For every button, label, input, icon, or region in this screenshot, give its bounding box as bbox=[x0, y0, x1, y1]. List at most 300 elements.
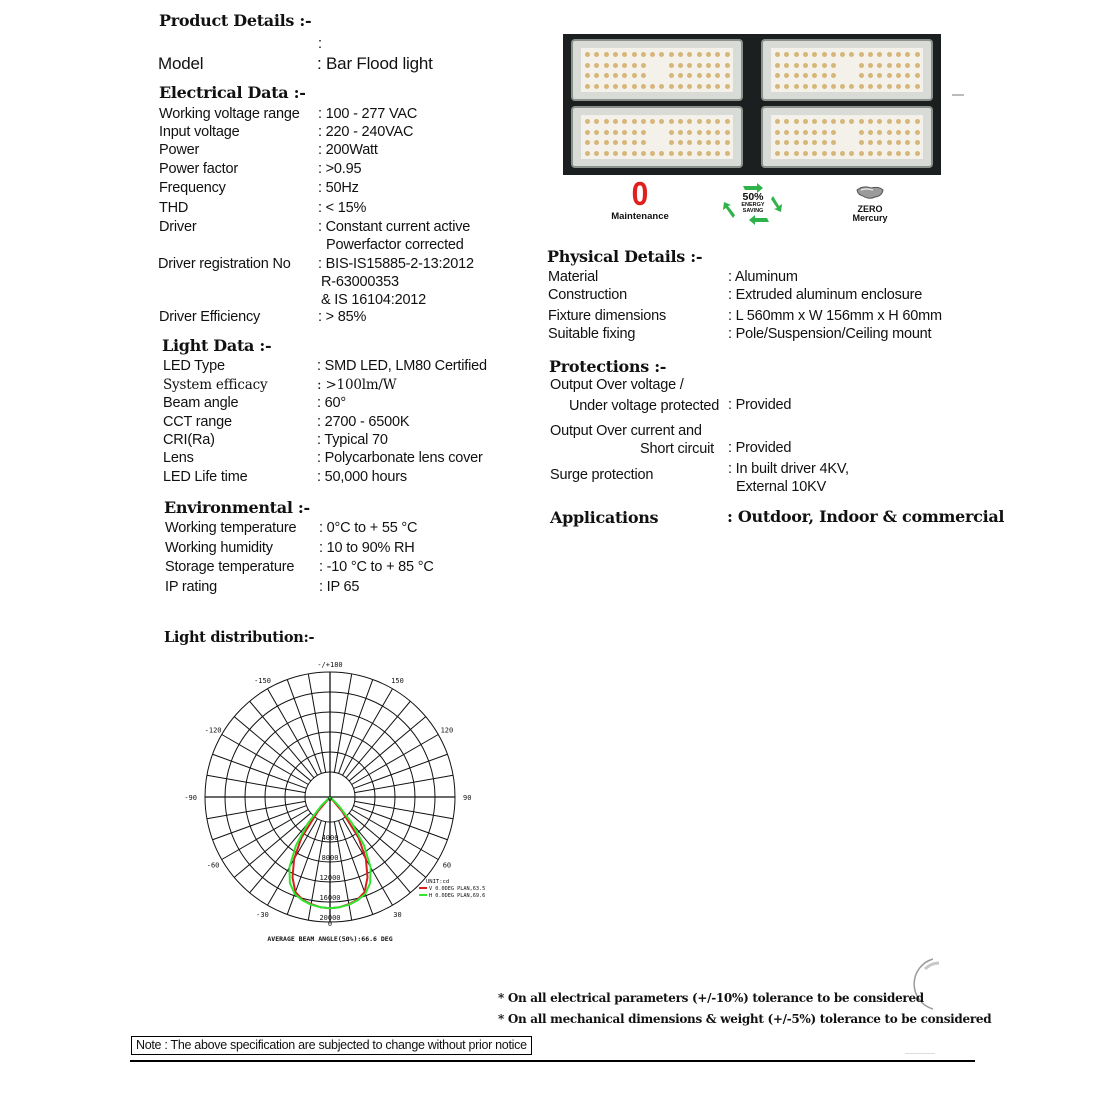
led-chip bbox=[915, 151, 920, 156]
led-chip bbox=[594, 63, 599, 68]
led-chip bbox=[604, 84, 609, 89]
led-chip bbox=[594, 119, 599, 124]
led-chip bbox=[784, 63, 789, 68]
led-chip bbox=[678, 52, 683, 57]
led-chip bbox=[585, 84, 590, 89]
footnote-mechanical: * On all mechanical dimensions & weight (+/-5%) tolerance to be considered bbox=[498, 1012, 992, 1026]
led-chip bbox=[775, 130, 780, 135]
spec-label: Input voltage bbox=[159, 124, 240, 140]
spec-value: : > 85% bbox=[318, 309, 367, 325]
spec-label: Driver bbox=[159, 219, 197, 235]
led-chip bbox=[859, 119, 864, 124]
led-chip bbox=[632, 140, 637, 145]
led-chip bbox=[715, 52, 720, 57]
led-chip bbox=[632, 130, 637, 135]
led-chip bbox=[803, 84, 808, 89]
led-chip bbox=[604, 52, 609, 57]
spec-value: : IP 65 bbox=[319, 579, 360, 595]
angle-tick-label: -90 bbox=[184, 794, 197, 802]
led-chip bbox=[859, 63, 864, 68]
led-chip bbox=[831, 63, 836, 68]
product-details-heading: Product Details :- bbox=[159, 11, 312, 30]
led-chip bbox=[725, 63, 730, 68]
spec-label: Beam angle bbox=[163, 395, 239, 411]
spec-value: : 2700 - 6500K bbox=[317, 414, 410, 430]
spec-row bbox=[159, 124, 579, 142]
led-chip bbox=[803, 52, 808, 57]
spec-label: Working voltage range bbox=[159, 106, 300, 122]
polar-spoke bbox=[334, 674, 351, 772]
led-chip bbox=[794, 63, 799, 68]
led-chip bbox=[887, 140, 892, 145]
led-chip bbox=[641, 130, 646, 135]
spec-row bbox=[163, 414, 583, 432]
led-chip bbox=[632, 52, 637, 57]
led-chip bbox=[641, 63, 646, 68]
led-chip bbox=[887, 52, 892, 57]
led-chip bbox=[812, 130, 817, 135]
mercury-line1: ZERO bbox=[857, 204, 883, 214]
spec-label: LED Type bbox=[163, 358, 225, 374]
led-chip bbox=[697, 52, 702, 57]
spec-value: : BIS-IS15885-2-13:2012 bbox=[318, 256, 474, 272]
led-chip bbox=[678, 63, 683, 68]
led-chip bbox=[622, 130, 627, 135]
led-chip bbox=[868, 84, 873, 89]
angle-tick-label: -30 bbox=[256, 910, 269, 919]
spec-label: Suitable fixing bbox=[548, 326, 636, 342]
spec-label: Lens bbox=[163, 450, 194, 466]
led-chip bbox=[905, 52, 910, 57]
spec-value: : Constant current active bbox=[318, 219, 471, 235]
led-chip bbox=[877, 52, 882, 57]
led-chip bbox=[896, 84, 901, 89]
spec-row bbox=[163, 395, 583, 413]
spec-label: Working temperature bbox=[165, 520, 297, 536]
led-chip bbox=[622, 73, 627, 78]
led-chip bbox=[812, 73, 817, 78]
spec-label: THD bbox=[159, 200, 189, 216]
spec-value: : 50Hz bbox=[318, 180, 359, 196]
led-chip bbox=[632, 63, 637, 68]
spec-value: : 220 - 240VAC bbox=[318, 124, 414, 140]
spec-label: LED Life time bbox=[163, 469, 248, 485]
angle-tick-label: 150 bbox=[391, 677, 404, 686]
led-chip bbox=[585, 151, 590, 156]
led-chip bbox=[585, 52, 590, 57]
product-photo bbox=[563, 34, 941, 175]
led-chip bbox=[877, 73, 882, 78]
led-chip bbox=[650, 119, 655, 124]
angle-tick-label: -120 bbox=[204, 726, 222, 735]
spec-label: Frequency bbox=[159, 180, 226, 196]
led-chip bbox=[877, 140, 882, 145]
led-chip bbox=[887, 84, 892, 89]
led-chip bbox=[868, 63, 873, 68]
led-chip bbox=[604, 119, 609, 124]
led-chip bbox=[697, 130, 702, 135]
led-chip bbox=[725, 73, 730, 78]
led-chip bbox=[669, 151, 674, 156]
led-chip bbox=[812, 119, 817, 124]
led-chip bbox=[613, 63, 618, 68]
led-chip bbox=[831, 119, 836, 124]
spec-row bbox=[548, 308, 968, 326]
radial-tick-label: 12000 bbox=[319, 874, 341, 882]
angle-tick-label: 120 bbox=[440, 726, 454, 735]
led-chip bbox=[877, 130, 882, 135]
spec-value: : 200Watt bbox=[318, 142, 378, 158]
model-label: Model bbox=[158, 54, 204, 73]
led-chip bbox=[849, 84, 854, 89]
angle-tick-label: 30 bbox=[393, 910, 402, 919]
stamp-fragment bbox=[905, 955, 965, 1015]
led-chip bbox=[594, 130, 599, 135]
led-chip bbox=[641, 84, 646, 89]
led-chip bbox=[905, 140, 910, 145]
led-chip bbox=[812, 140, 817, 145]
led-chip bbox=[887, 119, 892, 124]
polar-spoke bbox=[207, 801, 305, 818]
beam-angle-footer: AVERAGE BEAM ANGLE(50%):66.6 DEG bbox=[267, 935, 393, 943]
radial-tick-label: 16000 bbox=[319, 894, 341, 902]
led-chip bbox=[725, 52, 730, 57]
spec-row bbox=[163, 377, 583, 395]
polar-spoke bbox=[355, 775, 453, 792]
led-chip bbox=[604, 63, 609, 68]
led-chip bbox=[706, 63, 711, 68]
led-chip bbox=[678, 130, 683, 135]
led-chip bbox=[706, 130, 711, 135]
center-label: 0 bbox=[327, 795, 333, 803]
led-chip bbox=[859, 140, 864, 145]
led-chip bbox=[905, 151, 910, 156]
legend-unit: UNIT:cd bbox=[426, 879, 450, 885]
applications-label: Applications bbox=[550, 508, 659, 527]
led-chip bbox=[859, 84, 864, 89]
led-chip bbox=[632, 73, 637, 78]
spec-value: : Polycarbonate lens cover bbox=[317, 450, 483, 466]
led-panel bbox=[761, 106, 933, 168]
spec-row bbox=[163, 469, 583, 487]
spec-value-line2: External 10KV bbox=[736, 479, 827, 495]
led-panel bbox=[571, 106, 743, 168]
led-chip bbox=[641, 151, 646, 156]
led-chip bbox=[632, 84, 637, 89]
led-chip bbox=[822, 73, 827, 78]
polar-spoke bbox=[213, 754, 307, 788]
maintenance-label: Maintenance bbox=[611, 211, 669, 222]
led-chip bbox=[905, 130, 910, 135]
led-chip bbox=[622, 140, 627, 145]
led-panel bbox=[761, 39, 933, 101]
spec-row bbox=[550, 423, 970, 463]
led-chip bbox=[868, 140, 873, 145]
led-chip bbox=[812, 52, 817, 57]
led-chip bbox=[697, 84, 702, 89]
led-chip bbox=[868, 73, 873, 78]
led-chip bbox=[613, 119, 618, 124]
led-chip bbox=[604, 73, 609, 78]
led-chip bbox=[687, 151, 692, 156]
legend-entry: V 0.0DEG PLAN,63.5 bbox=[429, 886, 486, 892]
led-chip bbox=[849, 52, 854, 57]
spec-row bbox=[548, 287, 968, 305]
led-chip bbox=[604, 151, 609, 156]
led-chip bbox=[687, 84, 692, 89]
led-chip bbox=[822, 63, 827, 68]
led-chip bbox=[715, 84, 720, 89]
light-data-heading: Light Data :- bbox=[162, 336, 272, 355]
led-chip bbox=[868, 130, 873, 135]
spec-row bbox=[163, 432, 583, 450]
led-chip bbox=[831, 130, 836, 135]
note-box: Note : The above specification are subjected to change without prior notice bbox=[131, 1036, 532, 1055]
led-chip bbox=[831, 140, 836, 145]
led-chip bbox=[594, 52, 599, 57]
led-chip bbox=[905, 63, 910, 68]
led-chip bbox=[868, 151, 873, 156]
led-chip bbox=[775, 140, 780, 145]
led-chip bbox=[650, 151, 655, 156]
led-chip bbox=[849, 151, 854, 156]
spec-row bbox=[159, 180, 579, 198]
spec-label: Working humidity bbox=[165, 540, 273, 556]
led-chip bbox=[641, 119, 646, 124]
led-chip bbox=[915, 84, 920, 89]
led-chip bbox=[725, 140, 730, 145]
led-chip bbox=[831, 151, 836, 156]
angle-tick-label: -150 bbox=[254, 677, 271, 686]
led-chip bbox=[859, 52, 864, 57]
mercury-line2: Mercury bbox=[852, 213, 888, 223]
led-chip bbox=[669, 52, 674, 57]
spec-value: : 10 to 90% RH bbox=[319, 540, 415, 556]
angle-tick-label: 0 bbox=[327, 920, 333, 928]
bottom-rule bbox=[130, 1060, 975, 1062]
led-chip bbox=[784, 140, 789, 145]
spec-value-line3: & IS 16104:2012 bbox=[321, 292, 427, 308]
spec-row bbox=[165, 520, 585, 538]
led-chip bbox=[803, 140, 808, 145]
led-chip bbox=[822, 140, 827, 145]
led-chip bbox=[812, 151, 817, 156]
led-chip bbox=[822, 52, 827, 57]
spec-row bbox=[163, 450, 583, 468]
led-chip bbox=[678, 73, 683, 78]
spec-row bbox=[159, 200, 579, 218]
led-chip bbox=[715, 140, 720, 145]
spec-label: Construction bbox=[548, 287, 627, 303]
led-chip bbox=[831, 52, 836, 57]
led-chip bbox=[887, 63, 892, 68]
led-chip bbox=[915, 140, 920, 145]
led-chip bbox=[803, 63, 808, 68]
led-chip bbox=[775, 84, 780, 89]
led-chip bbox=[678, 151, 683, 156]
spec-value: : Aluminum bbox=[728, 269, 798, 285]
led-chip bbox=[594, 140, 599, 145]
led-chip bbox=[794, 73, 799, 78]
led-chip bbox=[594, 73, 599, 78]
spec-value: : Pole/Suspension/Ceiling mount bbox=[728, 326, 932, 342]
led-chip bbox=[697, 151, 702, 156]
led-chip bbox=[669, 119, 674, 124]
led-chip bbox=[784, 73, 789, 78]
energy-line1: ENERGY bbox=[741, 202, 765, 208]
spec-value: : SMD LED, LM80 Certified bbox=[317, 358, 487, 374]
led-chip bbox=[678, 140, 683, 145]
spec-row bbox=[550, 461, 970, 501]
led-chip bbox=[641, 52, 646, 57]
angle-tick-label: -/+180 bbox=[317, 661, 343, 669]
led-chip bbox=[877, 84, 882, 89]
led-chip bbox=[650, 84, 655, 89]
spec-label: Driver registration No bbox=[158, 256, 291, 272]
led-chip bbox=[877, 151, 882, 156]
led-chip bbox=[822, 151, 827, 156]
spec-label: Power factor bbox=[159, 161, 238, 177]
polar-spoke bbox=[308, 674, 325, 772]
polar-spoke bbox=[355, 801, 453, 818]
spec-value: : Typical 70 bbox=[317, 432, 388, 448]
led-chip bbox=[585, 63, 590, 68]
led-chip bbox=[725, 84, 730, 89]
led-chip bbox=[706, 140, 711, 145]
spec-value: : 100 - 277 VAC bbox=[318, 106, 418, 122]
led-chip bbox=[659, 119, 664, 124]
led-chip bbox=[687, 119, 692, 124]
applications-value: : Outdoor, Indoor & commercial bbox=[727, 507, 1005, 526]
spec-value: : 0°C to + 55 °C bbox=[319, 520, 418, 536]
polar-legend bbox=[267, 879, 485, 943]
led-chip bbox=[859, 151, 864, 156]
led-chip bbox=[794, 140, 799, 145]
angle-tick-label: -60 bbox=[206, 861, 220, 870]
spec-row bbox=[159, 161, 579, 179]
polar-spoke bbox=[287, 680, 321, 774]
led-chip bbox=[706, 84, 711, 89]
led-chip bbox=[896, 140, 901, 145]
led-chip bbox=[669, 63, 674, 68]
spec-label: Surge protection bbox=[550, 467, 654, 483]
led-chip bbox=[877, 119, 882, 124]
led-chip bbox=[641, 140, 646, 145]
led-chip bbox=[794, 119, 799, 124]
led-chip bbox=[715, 73, 720, 78]
led-chip bbox=[632, 151, 637, 156]
spec-value: : -10 °C to + 85 °C bbox=[319, 559, 434, 575]
led-chip bbox=[896, 130, 901, 135]
led-chip bbox=[715, 63, 720, 68]
led-chip bbox=[859, 130, 864, 135]
led-chip bbox=[822, 130, 827, 135]
led-chip bbox=[896, 52, 901, 57]
led-chip bbox=[585, 119, 590, 124]
led-chip bbox=[669, 73, 674, 78]
spec-label: Storage temperature bbox=[165, 559, 295, 575]
led-chip bbox=[604, 130, 609, 135]
spec-row bbox=[165, 559, 585, 577]
led-chip bbox=[775, 63, 780, 68]
led-chip bbox=[697, 63, 702, 68]
polar-spoke bbox=[213, 806, 307, 840]
led-chip bbox=[622, 151, 627, 156]
led-chip bbox=[849, 119, 854, 124]
led-chip bbox=[706, 119, 711, 124]
led-chip bbox=[659, 52, 664, 57]
led-chip bbox=[659, 151, 664, 156]
polar-spoke bbox=[353, 806, 447, 840]
model-value: : Bar Flood light bbox=[317, 54, 433, 73]
led-chip bbox=[905, 119, 910, 124]
spec-row bbox=[165, 540, 585, 558]
spec-value: : Extruded aluminum enclosure bbox=[728, 287, 923, 303]
led-chip bbox=[697, 140, 702, 145]
led-chip bbox=[803, 73, 808, 78]
led-chip bbox=[594, 151, 599, 156]
led-chip bbox=[859, 73, 864, 78]
led-chip bbox=[725, 130, 730, 135]
led-chip bbox=[706, 52, 711, 57]
spec-label: Fixture dimensions bbox=[548, 308, 667, 324]
spec-row bbox=[548, 269, 968, 287]
led-chip bbox=[613, 52, 618, 57]
led-chip bbox=[669, 140, 674, 145]
spec-label: Output Over voltage / bbox=[550, 377, 684, 393]
angle-tick-label: 90 bbox=[463, 794, 472, 802]
energy-pct: 50% bbox=[742, 191, 764, 203]
led-chip bbox=[784, 52, 789, 57]
spec-label: CRI(Ra) bbox=[163, 432, 215, 448]
polar-spoke bbox=[207, 775, 305, 792]
led-chip bbox=[803, 151, 808, 156]
led-chip bbox=[794, 130, 799, 135]
led-chip bbox=[794, 52, 799, 57]
led-chip bbox=[613, 151, 618, 156]
led-chip bbox=[678, 119, 683, 124]
led-chip bbox=[784, 119, 789, 124]
maintenance-zero: 0 bbox=[631, 176, 649, 213]
led-chip bbox=[915, 130, 920, 135]
led-chip bbox=[812, 84, 817, 89]
led-chip bbox=[803, 119, 808, 124]
spec-label: Output Over current and bbox=[550, 423, 702, 439]
led-chip bbox=[687, 130, 692, 135]
led-chip bbox=[725, 119, 730, 124]
legend-entry: H 0.0DEG PLAN,69.6 bbox=[429, 893, 486, 899]
zero-mercury-badge bbox=[845, 184, 895, 226]
spec-label-line2: Under voltage protected bbox=[569, 398, 720, 414]
blank-colon: : bbox=[318, 36, 322, 52]
led-chip bbox=[613, 140, 618, 145]
spec-value: : Provided bbox=[728, 440, 792, 456]
led-chip bbox=[622, 63, 627, 68]
led-chip bbox=[887, 73, 892, 78]
radial-tick-label: 20000 bbox=[319, 914, 341, 922]
zero-maintenance-badge bbox=[600, 176, 680, 230]
led-chip bbox=[650, 52, 655, 57]
spec-row bbox=[550, 377, 970, 417]
spec-label: IP rating bbox=[165, 579, 217, 595]
led-chip bbox=[715, 130, 720, 135]
spec-label-line2: Short circuit bbox=[640, 441, 714, 457]
led-chip bbox=[868, 52, 873, 57]
led-chip bbox=[784, 84, 789, 89]
spec-label: Power bbox=[159, 142, 200, 158]
spec-value: : < 15% bbox=[318, 200, 367, 216]
spec-value: : In built driver 4KV, bbox=[728, 461, 849, 477]
